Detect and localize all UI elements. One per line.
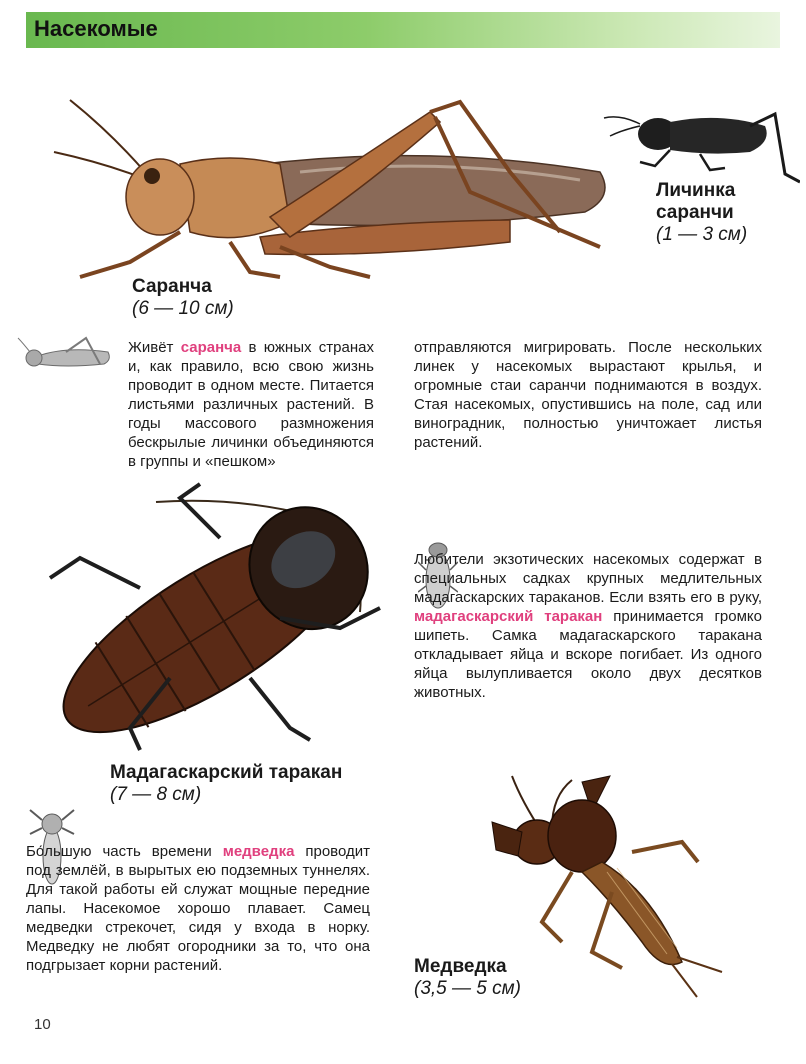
cockroach-paragraph (414, 550, 762, 702)
locust-thumbnail (16, 334, 116, 374)
locust-paragraph (128, 338, 374, 471)
locust-caption (132, 276, 234, 320)
molecricket-text-before: Бо́льшую часть времени (26, 843, 212, 860)
cockroach-text-after: принимается громко шипеть. Самка мадагаскарского таракана откладывает яйца и вскоре погибает. Из одного яйца вылупливается около двух десятков животных. (414, 608, 762, 701)
page-number: 10 (34, 1016, 51, 1033)
molecricket-size: (3,5 — 5 см) (414, 978, 521, 999)
molecricket-name: Медведка (414, 956, 507, 977)
locust-text-after: в южных странах и, как правило, всю свою жизнь проводит в одном месте. Питается листьями различных растений. В годы массового размножения бескрылые личинки объединяются в группы и «пешком» (128, 339, 374, 470)
cockroach-highlight: мадагаскарский таракан (414, 608, 603, 625)
larva-size: (1 — 3 см) (656, 224, 748, 245)
locust-size: (6 — 10 см) (132, 298, 234, 319)
molecricket-illustration (482, 772, 742, 1002)
locust-name: Саранча (132, 276, 212, 297)
larva-name-line2: саранчи (656, 202, 734, 223)
molecricket-text-after: проводит под землёй, в вырытых ею подземных туннелях. Для такой работы ей служат мощные передние лапы. Насекомое хорошо плавает. Самец медведки стрекочет, сидя у входа в норку. Медведку не любят огородники за то, что она подгрызает корни растений. (26, 843, 370, 974)
cockroach-name: Мадагаскарский таракан (110, 762, 343, 783)
larva-caption (656, 180, 747, 246)
molecricket-caption (414, 956, 521, 1000)
locust-highlight: саранча (180, 339, 242, 356)
cockroach-illustration (20, 478, 400, 758)
cockroach-caption (110, 762, 342, 806)
locust-text-before: Живёт (128, 339, 174, 356)
section-header (26, 12, 780, 48)
molecricket-highlight: медведка (222, 843, 295, 860)
locust-paragraph-continued (414, 338, 762, 452)
locust-text-continuation: отправляются мигрировать. После нескольких линек у насекомых вырастают крылья, и огромные стаи саранчи поднимаются в воздух. Стая насекомых, опустившись на поле, сад или виноградник, полностью уничтожает листья растений. (414, 339, 762, 451)
locust-illustration (40, 72, 630, 302)
cockroach-text-before: Любители экзотических насекомых содержат в специальных садках крупных медлительных мадагаскарских тараканов. Если взять его в руку, (414, 551, 762, 606)
page-title: Насекомые (34, 16, 158, 41)
molecricket-paragraph (26, 842, 370, 975)
cockroach-size: (7 — 8 см) (110, 784, 202, 805)
larva-name-line1: Личинка (656, 180, 736, 201)
